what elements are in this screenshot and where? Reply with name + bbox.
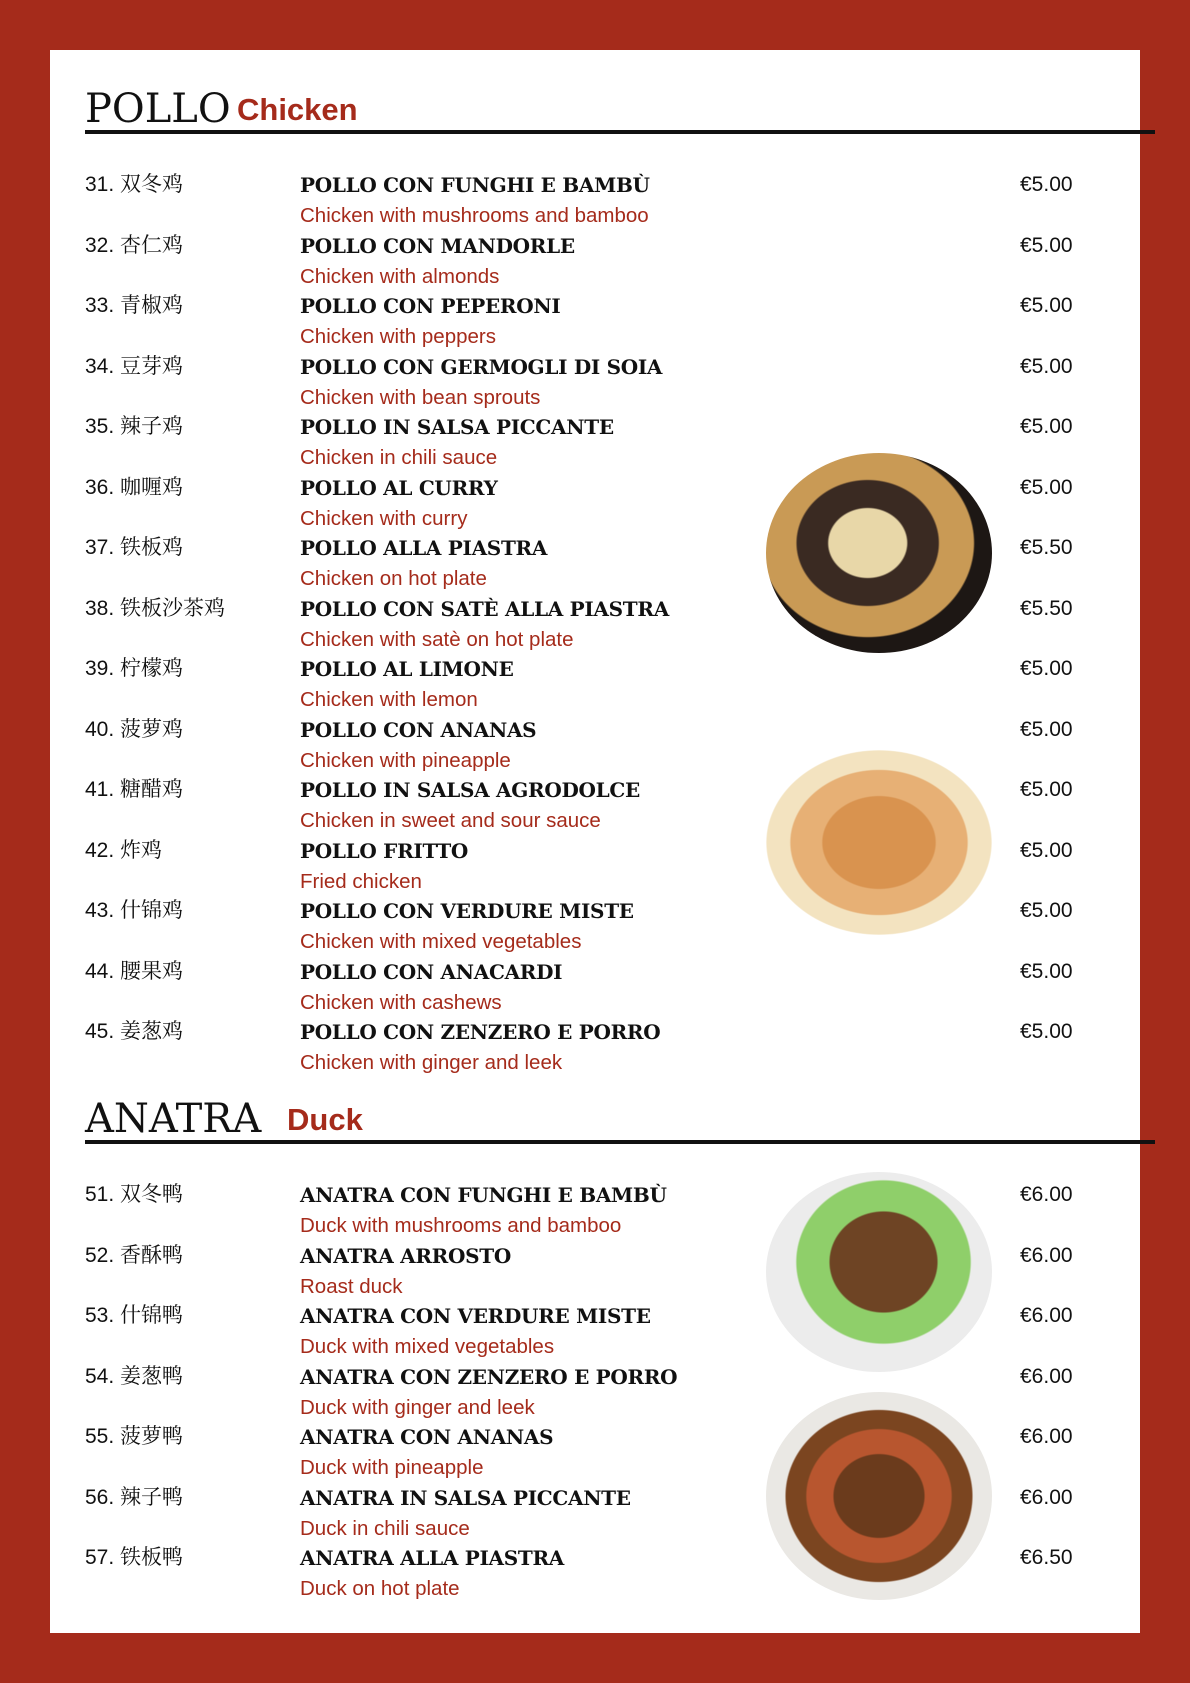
item-name-english: Chicken in chili sauce [300, 446, 498, 469]
item-number-chinese: 42. 炸鸡 [85, 838, 163, 862]
item-name-italian: POLLO CON MANDORLE [300, 233, 575, 258]
item-price: €5.00 [1020, 899, 1073, 922]
menu-item [85, 959, 1155, 1020]
section-title-english: Duck [287, 1102, 363, 1137]
item-number-chinese: 31. 双冬鸡 [85, 173, 184, 196]
duck-stir-fry-photo [766, 1392, 992, 1600]
menu-item [85, 1303, 1155, 1364]
item-name-italian: POLLO CON PEPERONI [300, 294, 561, 318]
item-name-english: Chicken with curry [300, 506, 468, 530]
item-name-english: Chicken with peppers [300, 325, 496, 348]
menu-item [85, 717, 1155, 778]
item-name-english: Roast duck [300, 1274, 403, 1298]
item-price: €5.00 [1020, 1020, 1073, 1043]
item-number-chinese: 39. 柠檬鸡 [85, 657, 184, 680]
item-name-english: Duck with mixed vegetables [300, 1335, 555, 1358]
item-price: €5.00 [1020, 657, 1073, 680]
item-number-chinese: 40. 菠萝鸡 [85, 717, 184, 741]
item-name-italian: POLLO IN SALSA PICCANTE [300, 415, 614, 439]
item-number-chinese: 57. 铁板鸭 [85, 1546, 184, 1569]
menu-item [85, 838, 1155, 899]
item-name-english: Chicken with mushrooms and bamboo [300, 204, 649, 227]
item-price: €5.50 [1020, 536, 1073, 559]
item-number-chinese: 36. 咖喱鸡 [85, 475, 184, 499]
menu-item [85, 233, 1155, 294]
item-number-chinese: 51. 双冬鸭 [85, 1183, 184, 1206]
item-price: €6.50 [1020, 1546, 1073, 1569]
item-price: €6.00 [1020, 1243, 1073, 1267]
item-name-english: Chicken with bean sprouts [300, 385, 541, 409]
item-price: €5.00 [1020, 778, 1073, 801]
menu-item [85, 1424, 1155, 1485]
menu-item [85, 293, 1155, 354]
item-number-chinese: 55. 菠萝鸭 [85, 1425, 184, 1448]
item-name-italian: ANATRA IN SALSA PICCANTE [300, 1485, 631, 1510]
item-number-chinese: 32. 杏仁鸡 [85, 233, 184, 257]
item-name-italian: POLLO CON GERMOGLI DI SOIA [300, 354, 663, 379]
item-name-italian: POLLO CON VERDURE MISTE [300, 899, 634, 923]
item-price: €5.00 [1020, 294, 1073, 317]
item-number-chinese: 53. 什锦鸭 [85, 1304, 184, 1327]
roast-duck-photo [766, 1172, 992, 1372]
menu-item [85, 354, 1155, 415]
item-price: €6.00 [1020, 1425, 1073, 1448]
item-name-english: Duck with mushrooms and bamboo [300, 1214, 622, 1237]
item-name-english: Chicken with lemon [300, 688, 478, 711]
item-name-english: Chicken with satè on hot plate [300, 627, 574, 651]
item-name-italian: POLLO FRITTO [300, 838, 469, 863]
item-name-english: Chicken with pineapple [300, 748, 511, 772]
item-number-chinese: 56. 辣子鸭 [85, 1485, 184, 1509]
menu-item [85, 1243, 1155, 1304]
item-price: €6.00 [1020, 1485, 1073, 1509]
section-title-italian: POLLO [85, 86, 231, 132]
item-name-english: Chicken with ginger and leek [300, 1051, 563, 1074]
menu-item [85, 898, 1155, 959]
menu-item [85, 656, 1155, 717]
item-name-english: Chicken with mixed vegetables [300, 930, 582, 953]
item-name-italian: ANATRA CON ANANAS [300, 1425, 554, 1449]
menu-items [85, 172, 1155, 1080]
item-number-chinese: 37. 铁板鸡 [85, 536, 184, 559]
item-name-english: Chicken with almonds [300, 264, 500, 288]
item-name-italian: ANATRA CON FUNGHI E BAMBÙ [300, 1183, 667, 1207]
item-name-english: Chicken on hot plate [300, 567, 487, 590]
item-number-chinese: 54. 姜葱鸭 [85, 1364, 184, 1388]
menu-item [85, 1019, 1155, 1080]
menu-item [85, 1182, 1155, 1243]
menu-items [85, 1182, 1155, 1606]
item-name-italian: POLLO CON ANANAS [300, 717, 537, 742]
item-name-english: Fried chicken [300, 869, 422, 893]
menu-item [85, 1545, 1155, 1606]
item-name-english: Chicken with cashews [300, 990, 502, 1014]
item-name-english: Duck with pineapple [300, 1456, 484, 1479]
menu-item [85, 777, 1155, 838]
section-title-italian: ANATRA [85, 1096, 262, 1142]
item-number-chinese: 34. 豆芽鸡 [85, 354, 184, 378]
item-number-chinese: 41. 糖醋鸡 [85, 778, 184, 801]
sweet-sour-chicken-photo [766, 750, 992, 935]
item-name-italian: POLLO CON SATÈ ALLA PIASTRA [300, 596, 669, 621]
item-number-chinese: 44. 腰果鸡 [85, 959, 184, 983]
item-name-english: Chicken in sweet and sour sauce [300, 809, 601, 832]
item-name-english: Duck in chili sauce [300, 1516, 470, 1540]
item-number-chinese: 43. 什锦鸡 [85, 899, 184, 922]
menu-item [85, 1364, 1155, 1425]
item-price: €6.00 [1020, 1364, 1073, 1388]
menu-item [85, 1485, 1155, 1546]
item-number-chinese: 38. 铁板沙茶鸡 [85, 596, 226, 620]
item-price: €5.00 [1020, 475, 1073, 499]
menu-item [85, 596, 1155, 657]
item-number-chinese: 33. 青椒鸡 [85, 294, 184, 317]
item-price: €5.00 [1020, 354, 1073, 378]
item-price: €5.00 [1020, 838, 1073, 862]
item-name-italian: POLLO CON FUNGHI E BAMBÙ [300, 173, 650, 197]
section-header [85, 86, 1155, 134]
item-price: €6.00 [1020, 1304, 1073, 1327]
item-name-italian: POLLO CON ZENZERO E PORRO [300, 1020, 661, 1044]
item-number-chinese: 52. 香酥鸭 [85, 1243, 184, 1267]
menu-page [50, 50, 1140, 1633]
menu-item [85, 535, 1155, 596]
item-name-italian: ANATRA CON VERDURE MISTE [300, 1304, 651, 1328]
item-price: €5.50 [1020, 596, 1073, 620]
menu-item [85, 475, 1155, 536]
item-price: €5.00 [1020, 173, 1073, 196]
section-header [85, 1096, 1155, 1144]
item-name-italian: POLLO CON ANACARDI [300, 959, 563, 984]
item-price: €5.00 [1020, 959, 1073, 983]
item-name-english: Duck on hot plate [300, 1577, 460, 1600]
item-price: €5.00 [1020, 233, 1073, 257]
item-name-italian: POLLO AL LIMONE [300, 657, 514, 681]
item-name-italian: ANATRA ALLA PIASTRA [300, 1546, 565, 1570]
item-name-italian: POLLO IN SALSA AGRODOLCE [300, 778, 640, 802]
item-name-english: Duck with ginger and leek [300, 1395, 535, 1419]
item-name-italian: POLLO AL CURRY [300, 475, 498, 500]
item-price: €5.00 [1020, 717, 1073, 741]
item-name-italian: ANATRA CON ZENZERO E PORRO [300, 1364, 678, 1389]
item-price: €5.00 [1020, 415, 1073, 438]
item-number-chinese: 45. 姜葱鸡 [85, 1020, 184, 1043]
item-number-chinese: 35. 辣子鸡 [85, 415, 184, 438]
menu-item [85, 414, 1155, 475]
menu-item [85, 172, 1155, 233]
item-price: €6.00 [1020, 1183, 1073, 1206]
section-title-english: Chicken [237, 92, 358, 127]
item-name-italian: POLLO ALLA PIASTRA [300, 536, 548, 560]
section-duck [85, 1096, 1155, 1606]
chicken-hot-plate-photo [766, 453, 992, 653]
section-chicken [85, 86, 1155, 1080]
item-name-italian: ANATRA ARROSTO [300, 1243, 511, 1268]
